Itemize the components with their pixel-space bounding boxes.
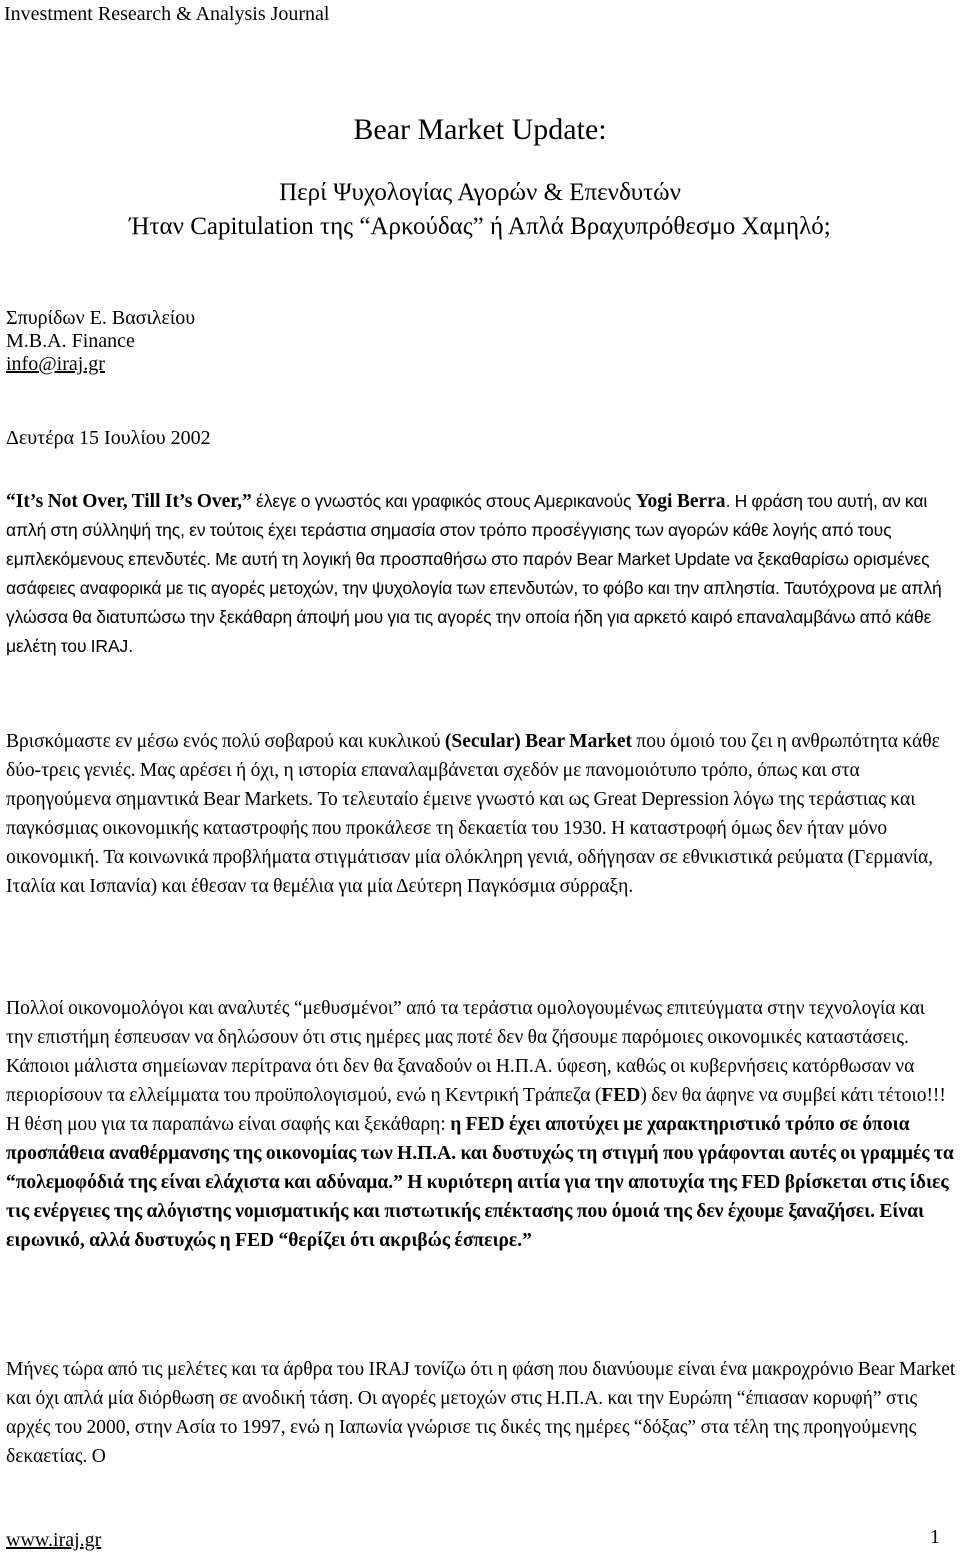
intro-text-3: Με αυτή τη λογική θα προσπαθήσω στο παρόν Bear Market Update να ξεκαθαρίσω ορισμένες ασάφειες αναφορικά με τις αγορές μετοχών, την ψυχολογία των επενδυτών, το φόβο και την απληστία. [6,549,930,598]
paragraph-fed [6,994,956,1255]
p4-text-1: Μήνες τώρα από τις μελέτες και τα άρθρα του IRAJ τονίζω ότι η φάση που διανύουμε είναι ένα μακροχρόνιο Bear Market και όχι απλά μία διόρθωση σε ανοδική τάση. Οι αγορές μετοχών στις Η.Π.Α. και την Ευρώπη “έπιασαν κορυφή” στις αρχές του 2000, στην Ασία το 1997, ενώ η Ιαπωνία γνώρισε τις δικές της ημέρες “δόξας” στα τέλη της προηγούμενης δεκαετίας. Ο [6,1359,956,1467]
subtitle-line-2: Ήταν Capitulation της “Αρκούδας” ή Απλά Βραχυπρόθεσμο Χαμηλό; [129,213,831,240]
intro-text-2: . Η φράση του αυτή, αν και απλή στη σύλληψή της, εν τούτοις έχει τεράστια σημασία στον τρόπο προσέγγισης των αγορών κάθε λογής από τους εμπλεκόμενους επενδυτές. [6,491,928,569]
p3-bold-fed: FED [601,1085,641,1106]
author-name: Σπυρίδων Ε. Βασιλείου [6,307,196,329]
document-subtitle [0,176,960,244]
quote: “It’s Not Over, Till It’s Over,” [6,491,252,512]
publication-date: Δευτέρα 15 Ιουλίου 2002 [6,427,211,449]
author-degree: M.B.A. Finance [6,330,135,352]
paragraph-bear-market [6,727,956,901]
journal-header: Investment Research & Analysis Journal [4,3,330,25]
p2-text-1: Βρισκόμαστε εν μέσω ενός πολύ σοβαρού και κυκλικού [6,731,445,752]
paragraph-intro [6,487,956,661]
p2-bold-1: (Secular) Bear Market [444,731,632,752]
author-email-link[interactable]: info@iraj.gr [6,353,105,375]
p3-text-2: ) δεν θα άφηνε να συμβεί κάτι τέτοιο!!! Η θέση μου για τα παραπάνω είναι σαφής και ξεκάθαρη: [6,1085,946,1135]
quote-author: Yogi Berra [635,491,726,512]
paragraph-markets [6,1355,956,1471]
p2-text-2: που όμοιό του ζει η ανθρωπότητα κάθε δύο-τρεις γενιές. Μας αρέσει ή όχι, η ιστορία επαναλαμβάνεται σχεδόν με πανομοιότυπο τρόπο, όπως και στα προηγούμενα σημαντικά Bear Markets. Το τελευταίο έμεινε γνωστό και ως Great Depression λόγω της τεράστιας και παγκόσμιας οικονομικής καταστροφής που προκάλεσε τη δεκαετία του 1930. Η καταστροφή όμως δεν ήταν μόνο οικονομική. Τα κοινωνικά προβλήματα στιγμάτισαν μία ολόκληρη γενιά, οδήγησαν σε εθνικιστικά ρεύματα (Γερμανία, Ιταλία και Ισπανία) και έθεσαν τα θεμέλια για μία Δεύτερη Παγκόσμια σύρραξη. [6,731,940,897]
p3-bold-2: η FED έχει αποτύχει με χαρακτηριστικό τρόπο σε όποια προσπάθεια αναθέρμανσης της οικονομίας των Η.Π.Α. και δυστυχώς τη στιγμή που γράφονται αυτές οι γραμμές τα “πολεμοφόδιά της είναι ελάχιστα και αδύναμα.” Η κυριότερη αιτία για την αποτυχία της FED βρίσκεται στις ίδιες τις ενέργειες της αλόγιστης νομισματικής και πιστωτικής επέκτασης που όμοιά της δεν έχουμε ξαναζήσει. Είναι ειρωνικό, αλλά δυστυχώς η FED “θερίζει ότι ακριβώς έσπειρε.” [6,1114,954,1251]
intro-text-4: Ταυτόχρονα με απλή γλώσσα θα διατυπώσω την ξεκάθαρη άποψή μου για τις αγορές την οποία ήδη για αρκετό καιρό επαναλαμβάνω από κάθε μελέτη του IRAJ. [6,578,942,656]
document-title: Bear Market Update: [353,113,607,146]
author-block [6,307,195,376]
footer-website-link[interactable]: www.iraj.gr [6,1529,102,1551]
p3-text-1: Πολλοί οικονομολόγοι και αναλυτές “μεθυσμένοι” από τα τεράστια ομολογουμένως επιτεύγματα στην τεχνολογία και την επιστήμη έσπευσαν να δηλώσουν ότι στις ημέρες μας ποτέ δεν θα ζήσουμε παρόμοιες οικονομικές καταστάσεις. Κάποιοι μάλιστα σημείωναν περίτρανα ότι δεν θα ξαναδούν οι Η.Π.Α. ύφεση, καθώς οι κυβερνήσεις κατόρθωσαν να περιορίσουν τα ελλείμματα του προϋπολογισμού, ενώ η Κεντρική Τράπεζα ( [6,998,925,1106]
page-number: 1 [930,1526,940,1548]
intro-text-1: έλεγε ο γνωστός και γραφικός στους Αμερικανούς [251,491,636,511]
subtitle-line-1: Περί Ψυχολογίας Αγορών & Επενδυτών [279,179,681,206]
